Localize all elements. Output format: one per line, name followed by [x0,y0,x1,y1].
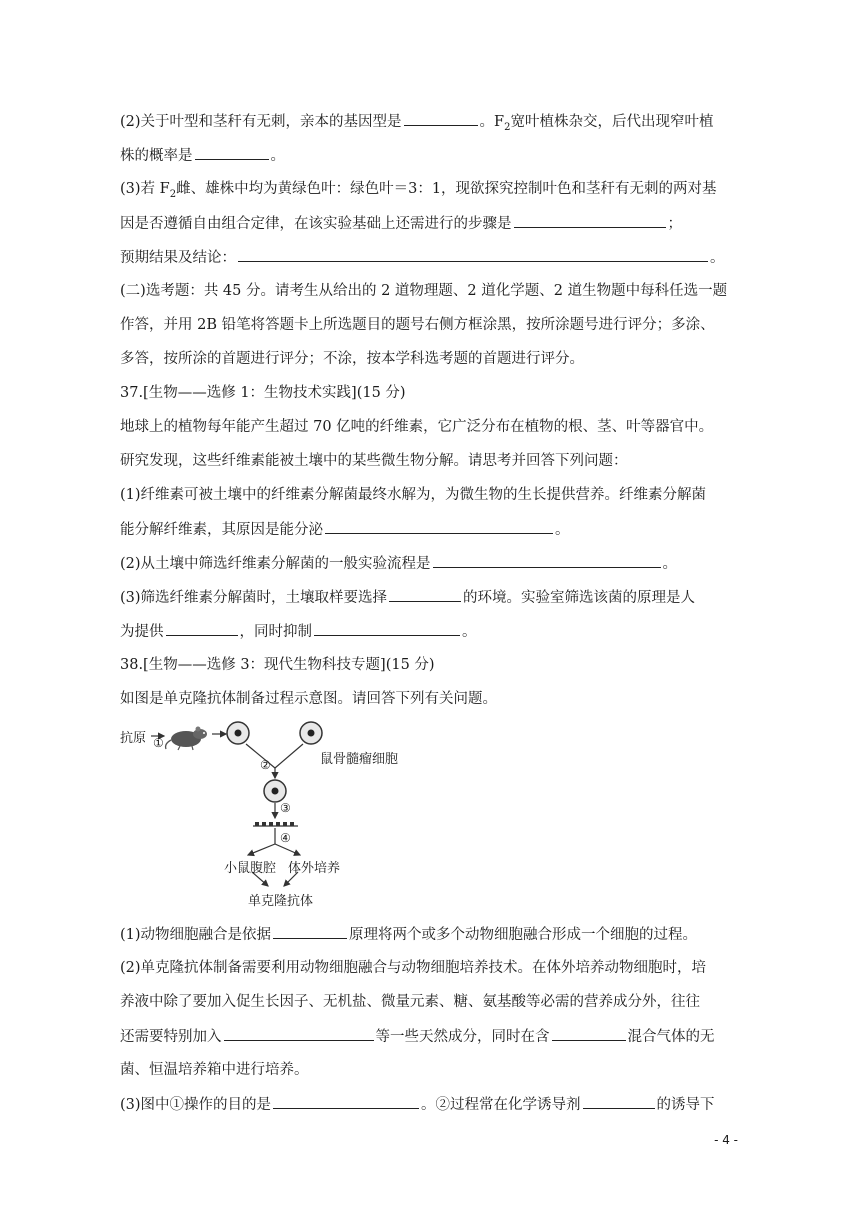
answer-blank[interactable] [583,1094,655,1109]
q2-line-1: (2)关于叶型和茎秆有无刺，亲本的基因型是 。$F_2$宽叶植株杂交，后代出现窄叶植 [120,111,713,138]
arrow-to-peritoneal [248,844,275,855]
q3-line-1: (3)若 $F_2$雌、雄株中均为黄绿色叶：绿色叶＝3：1，现欲探究控制叶色和茎秆有无刺的两对基 [120,181,717,200]
step-1-label: ① [153,736,164,750]
step-4-label: ④ [280,831,291,845]
section2-line-2: 作答，并用 2B 铅笔将答题卡上所选题目的题号右侧方框涂黑，按所涂题号进行评分；多涂、 [120,317,715,333]
step-3-label: ③ [280,801,291,815]
q37-title: 37.[生物——选修 1：生物技术实践](15 分) [120,385,406,401]
q38-p2-line-1: (2)单克隆抗体制备需要利用动物细胞融合与动物细胞培养技术。在体外培养动物细胞时，培 [120,960,707,976]
q37-p3-line-1: (3)筛选纤维素分解菌时，土壤取样要选择 的环境。实验室筛选该菌的原理是人 [120,587,695,608]
in-vitro-label: 体外培养 [288,861,341,876]
b-cell-icon [227,722,249,744]
answer-blank[interactable] [389,587,461,602]
answer-blank[interactable] [273,924,347,939]
answer-blank[interactable] [552,1026,626,1041]
myeloma-label: 鼠骨髓瘤细胞 [320,752,399,767]
q37-intro-2: 研究发现，这些纤维素能被土壤中的某些微生物分解。请思考并回答下列问题： [120,453,628,469]
answer-blank[interactable] [404,111,478,126]
q37-intro-1: 地球上的植物每年能产生超过 70 亿吨的纤维素，它广泛分布在植物的根、茎、叶等器官中。 [120,419,714,435]
answer-blank[interactable] [314,621,460,636]
q3-line-3: 预期结果及结论： 。 [120,247,725,268]
hybridoma-cell-icon [264,780,286,802]
arrow-to-in-vitro [275,844,300,855]
q38-p2-line-4: 菌、恒温培养箱中进行培养。 [120,1062,309,1078]
answer-blank[interactable] [433,553,661,568]
answer-blank[interactable] [224,1026,374,1041]
section2-line-1: (二)选考题：共 45 分。请考生从给出的 2 道物理题、2 道化学题、2 道生物题中每科任选一题 [120,283,728,299]
q37-p1-line-1: (1)纤维素可被土壤中的纤维素分解菌最终水解为，为微生物的生长提供营养。纤维素分解菌 [120,487,707,503]
answer-blank[interactable] [273,1094,419,1109]
q3-line-2: 因是否遵循自由组合定律，在该实验基础上还需进行的步骤是 ； [120,213,682,234]
q38-p3-line-1: (3)图中①操作的目的是 。②过程常在化学诱导剂 的诱导下 [120,1094,715,1115]
mouse-icon [166,727,207,751]
q38-title: 38.[生物——选修 3：现代生物科技专题](15 分) [120,657,435,673]
q38-intro: 如图是单克隆抗体制备过程示意图。请回答下列有关问题。 [120,691,497,707]
answer-blank[interactable] [238,247,708,262]
antibody-label: 单克隆抗体 [248,894,314,909]
merge-line-right [275,744,303,768]
answer-blank[interactable] [166,621,238,636]
step-2-label: ② [260,758,271,772]
q38-p1: (1)动物细胞融合是依据 原理将两个或多个动物细胞融合形成一个细胞的过程。 [120,924,697,945]
monoclonal-antibody-diagram [120,718,399,913]
myeloma-cell-icon [300,722,322,744]
peritoneal-label: 小鼠腹腔 [224,861,277,876]
section2-line-3: 多答，按所涂的首题进行评分；不涂，按本学科选考题的首题进行评分。 [120,351,584,367]
answer-blank[interactable] [514,213,666,228]
q37-p3-line-2: 为提供 ，同时抑制 。 [120,621,477,642]
q38-p2-line-3: 还需要特别加入 等一些天然成分，同时在含 混合气体的无 [120,1026,715,1047]
page-number: - 4 - [714,1133,738,1147]
q37-p2: (2)从土壤中筛选纤维素分解菌的一般实验流程是 。 [120,553,677,574]
antigen-label: 抗原 [120,731,147,746]
answer-blank[interactable] [325,519,553,534]
q37-p1-line-2: 能分解纤维素，其原因是能分泌 。 [120,519,570,540]
culture-plate-icon [253,822,298,826]
answer-blank[interactable] [195,145,269,160]
q2-line-2: 株的概率是 。 [120,145,285,166]
q38-p2-line-2: 养液中除了要加入促生长因子、无机盐、微量元素、糖、氨基酸等必需的营养成分外，往往 [120,994,700,1010]
